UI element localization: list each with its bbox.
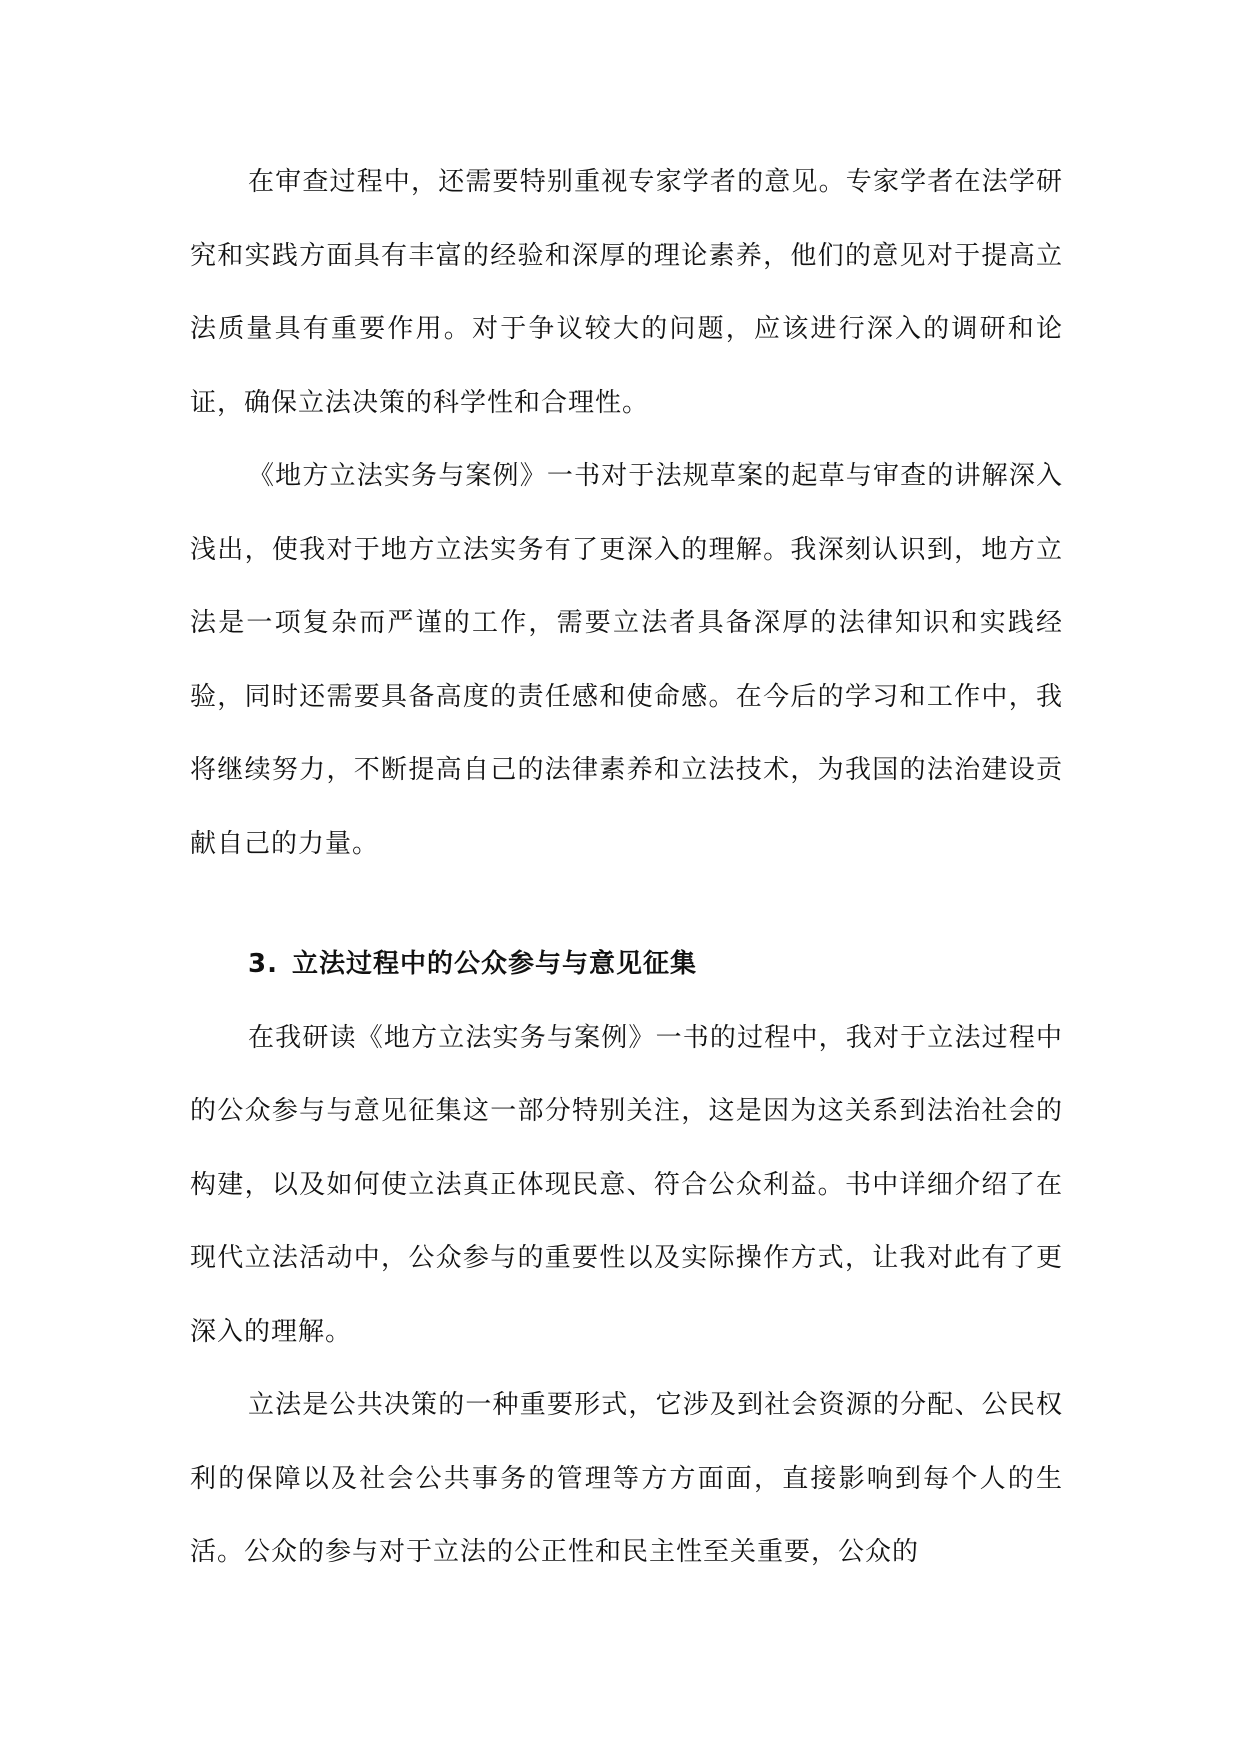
document-page [190,146,1063,1726]
section-title: 立法过程中的公众参与与意见征集 [291,949,697,979]
paragraph-book-reflection: 《地方立法实务与案例》一书对于法规草案的起草与审查的讲解深入浅出，使我对于地方立法实务有了更深入的理解。我深刻认识到，地方立法是一项复杂而严谨的工作，需要立法者具备深厚的法律知识和实践经验，同时还需要具备高度的责任感和使命感。在今后的学习和工作中，我将继续努力，不断提高自己的法律素养和立法技术，为我国的法治建设贡献自己的力量。 [190,461,1063,859]
section-number: 3. [248,949,278,979]
paragraph-expert-opinion: 在审查过程中，还需要特别重视专家学者的意见。专家学者在法学研究和实践方面具有丰富的经验和深厚的理论素养，他们的意见对于提高立法质量具有重要作用。对于争议较大的问题，应该进行深入的调研和论证，确保立法决策的科学性和合理性。 [190,167,1063,418]
paragraph-legislation-importance: 立法是公共决策的一种重要形式，它涉及到社会资源的分配、公民权利的保障以及社会公共事务的管理等方方面面，直接影响到每个人的生活。公众的参与对于立法的公正性和民主性至关重要，公众的 [190,1390,1063,1567]
section-heading [190,928,1063,1002]
paragraph-public-participation: 在我研读《地方立法实务与案例》一书的过程中，我对于立法过程中的公众参与与意见征集这一部分特别关注，这是因为这关系到法治社会的构建，以及如何使立法真正体现民意、符合公众利益。书中详细介绍了在现代立法活动中，公众参与的重要性以及实际操作方式，让我对此有了更深入的理解。 [190,1022,1063,1347]
